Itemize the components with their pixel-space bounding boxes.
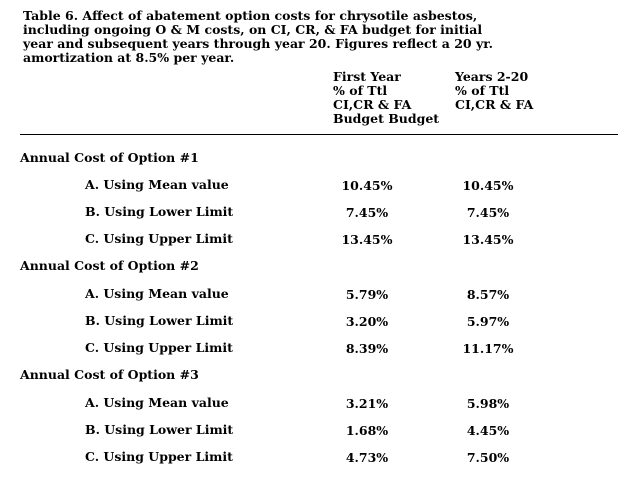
caption-line: year and subsequent years through year 20. Figures reflect a 20 yr. <box>23 36 494 51</box>
row-label: C. Using Upper Limit <box>85 340 233 355</box>
caption-line: Table 6. Affect of abatement option costs for chrysotile asbestos, <box>23 8 478 23</box>
years-2-20-value: 5.98% <box>466 396 510 411</box>
section-title-option-3: Annual Cost of Option #3 <box>20 367 199 382</box>
years-2-20-value: 7.45% <box>466 205 510 220</box>
years-2-20-value: 13.45% <box>462 232 514 247</box>
years-2-20-value: 5.97% <box>466 314 510 329</box>
years-2-20-value: 11.17% <box>462 341 514 356</box>
row-label: A. Using Mean value <box>85 177 229 192</box>
header-divider <box>20 134 618 135</box>
row-label: C. Using Upper Limit <box>85 449 233 464</box>
first-year-value: 3.20% <box>345 314 389 329</box>
row-label: B. Using Lower Limit <box>85 422 234 437</box>
years-2-20-value: 8.57% <box>466 287 510 302</box>
row-label: B. Using Lower Limit <box>85 204 234 219</box>
caption-line: amortization at 8.5% per year. <box>23 50 235 65</box>
first-year-value: 4.73% <box>345 450 389 465</box>
column-header-line: First Year <box>333 69 401 84</box>
row-label: C. Using Upper Limit <box>85 231 233 246</box>
section-title-option-1: Annual Cost of Option #1 <box>20 150 199 165</box>
first-year-value: 3.21% <box>345 396 389 411</box>
row-label: A. Using Mean value <box>85 395 229 410</box>
first-year-value: 5.79% <box>345 287 389 302</box>
years-2-20-value: 10.45% <box>462 178 514 193</box>
first-year-value: 10.45% <box>341 178 393 193</box>
column-header-years-2-20 <box>455 70 533 112</box>
column-header-line: Budget Budget <box>333 111 440 126</box>
column-header-line: CI,CR & FA <box>455 97 534 112</box>
table-caption <box>23 9 623 65</box>
caption-line: including ongoing O & M costs, on CI, CR, & FA budget for initial <box>23 22 483 37</box>
years-2-20-value: 7.50% <box>466 450 510 465</box>
first-year-value: 8.39% <box>345 341 389 356</box>
row-label: A. Using Mean value <box>85 286 229 301</box>
column-header-line: % of Ttl <box>333 83 388 98</box>
column-header-line: CI,CR & FA <box>333 97 412 112</box>
section-title-option-2: Annual Cost of Option #2 <box>20 258 199 273</box>
years-2-20-value: 4.45% <box>466 423 510 438</box>
first-year-value: 1.68% <box>345 423 389 438</box>
column-header-line: % of Ttl <box>455 83 510 98</box>
column-header-first-year <box>333 70 439 126</box>
row-label: B. Using Lower Limit <box>85 313 234 328</box>
first-year-value: 13.45% <box>341 232 393 247</box>
first-year-value: 7.45% <box>345 205 389 220</box>
column-header-line: Years 2-20 <box>455 69 529 84</box>
